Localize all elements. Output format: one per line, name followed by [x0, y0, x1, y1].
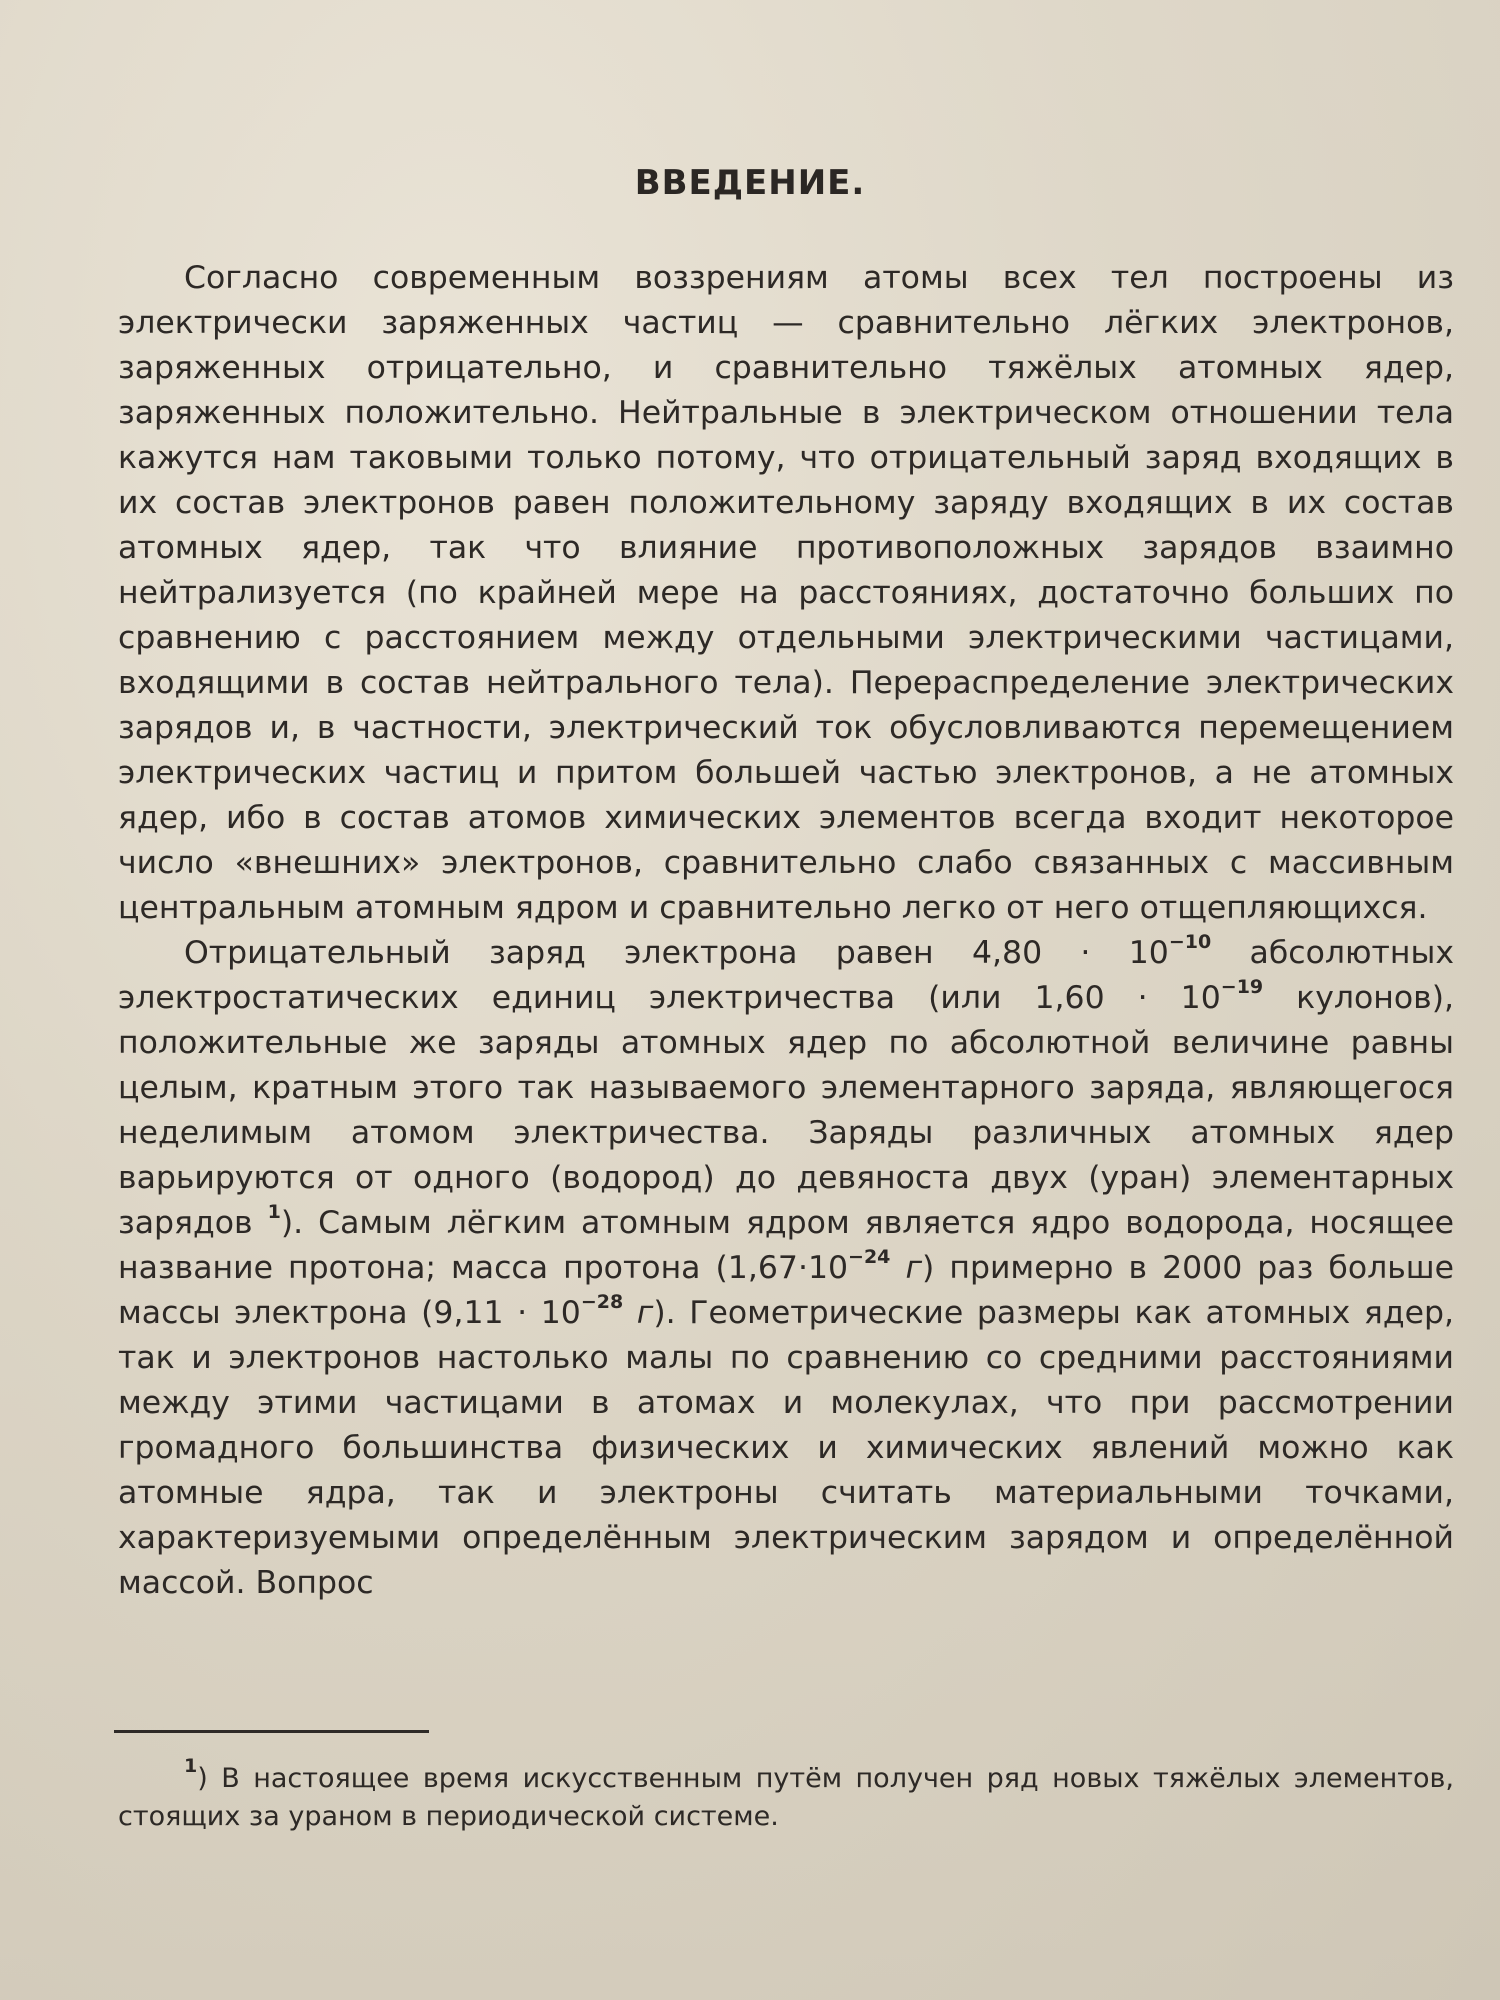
paragraph-2: [118, 931, 1454, 1606]
exponent: −28: [580, 1291, 624, 1313]
footnote-mark: 1: [184, 1755, 198, 1777]
chapter-title: ВВЕДЕНИЕ.: [634, 163, 866, 203]
footnote: [118, 1755, 1454, 1836]
footnote-divider: [114, 1730, 429, 1733]
paragraph-2-text: ). Самым лёгким атомным ядром является ядро водорода, носящее название протона; масса протона (1,67·10: [118, 1205, 1454, 1286]
exponent: −19: [1220, 976, 1264, 998]
paragraph-2-text: кулонов), положительные же заряды атомных ядер по абсолютной величине равны целым, кратным этого так называемого элементарного заряда, являющегося неделимым атомом электричества. Заряды различных атомных ядер варьируются от одного (водород) до девяноста двух (уран) элементарных зарядов: [118, 980, 1454, 1241]
exponent: −24: [848, 1246, 891, 1268]
footnote-body: ) В настоящее время искусственным путём получен ряд новых тяжёлых элементов, стоящих за ураном в периодической системе.: [118, 1763, 1454, 1832]
unit-gram: г: [890, 1250, 923, 1286]
paragraph-2-text: ). Геометрические размеры как атомных ядер, так и электронов настолько малы по сравнению со средними расстояниями между этими частицами в атомах и молекулах, что при рассмотрении громадного большинства физических и химических явлений можно как атомные ядра, так и электроны считать материальными точками, характеризуемыми определённым электрическим зарядом и определённой массой. Вопрос: [118, 1295, 1454, 1601]
unit-gram: г: [623, 1295, 654, 1331]
paragraph-1: Согласно современным воззрениям атомы всех тел построены из электрически заряженных частиц — сравнительно лёгких электронов, заряженных отрицательно, и сравнительно тяжёлых атомных ядер, заряженных положительно. Нейтральные в электрическом отношении тела кажутся нам таковыми только потому, что отрицательный заряд входящих в их состав электронов равен положительному заряду входящих в их состав атомных ядер, так что влияние противоположных зарядов взаимно нейтрализуется (по крайней мере на расстояниях, достаточно больших по сравнению с расстоянием между отдельными электрическими частицами, входящими в состав нейтрального тела). Перераспределение электрических зарядов и, в частности, электрический ток обусловливаются перемещением электрических частиц и притом большей частью электронов, а не атомных ядер, ибо в состав атомов химических элементов всегда входит некоторое число «внешних» электронов, сравнительно слабо связанных с массивным центральным атомным ядром и сравнительно легко от него отщепляющихся.: [118, 260, 1454, 926]
body-text: [118, 256, 1454, 1606]
paragraph-2-text: Отрицательный заряд электрона равен 4,80 · 10: [184, 935, 1169, 971]
paragraph-2-text: ) примерно в 2000 раз больше массы электрона (9,11 · 10: [118, 1250, 1454, 1331]
footnote-reference: 1: [267, 1201, 281, 1223]
paragraph-2-text: абсолютных электростатических единиц электричества (или 1,60 · 10: [118, 935, 1454, 1016]
exponent: −10: [1168, 931, 1212, 953]
footnote-text: [118, 1755, 1454, 1836]
